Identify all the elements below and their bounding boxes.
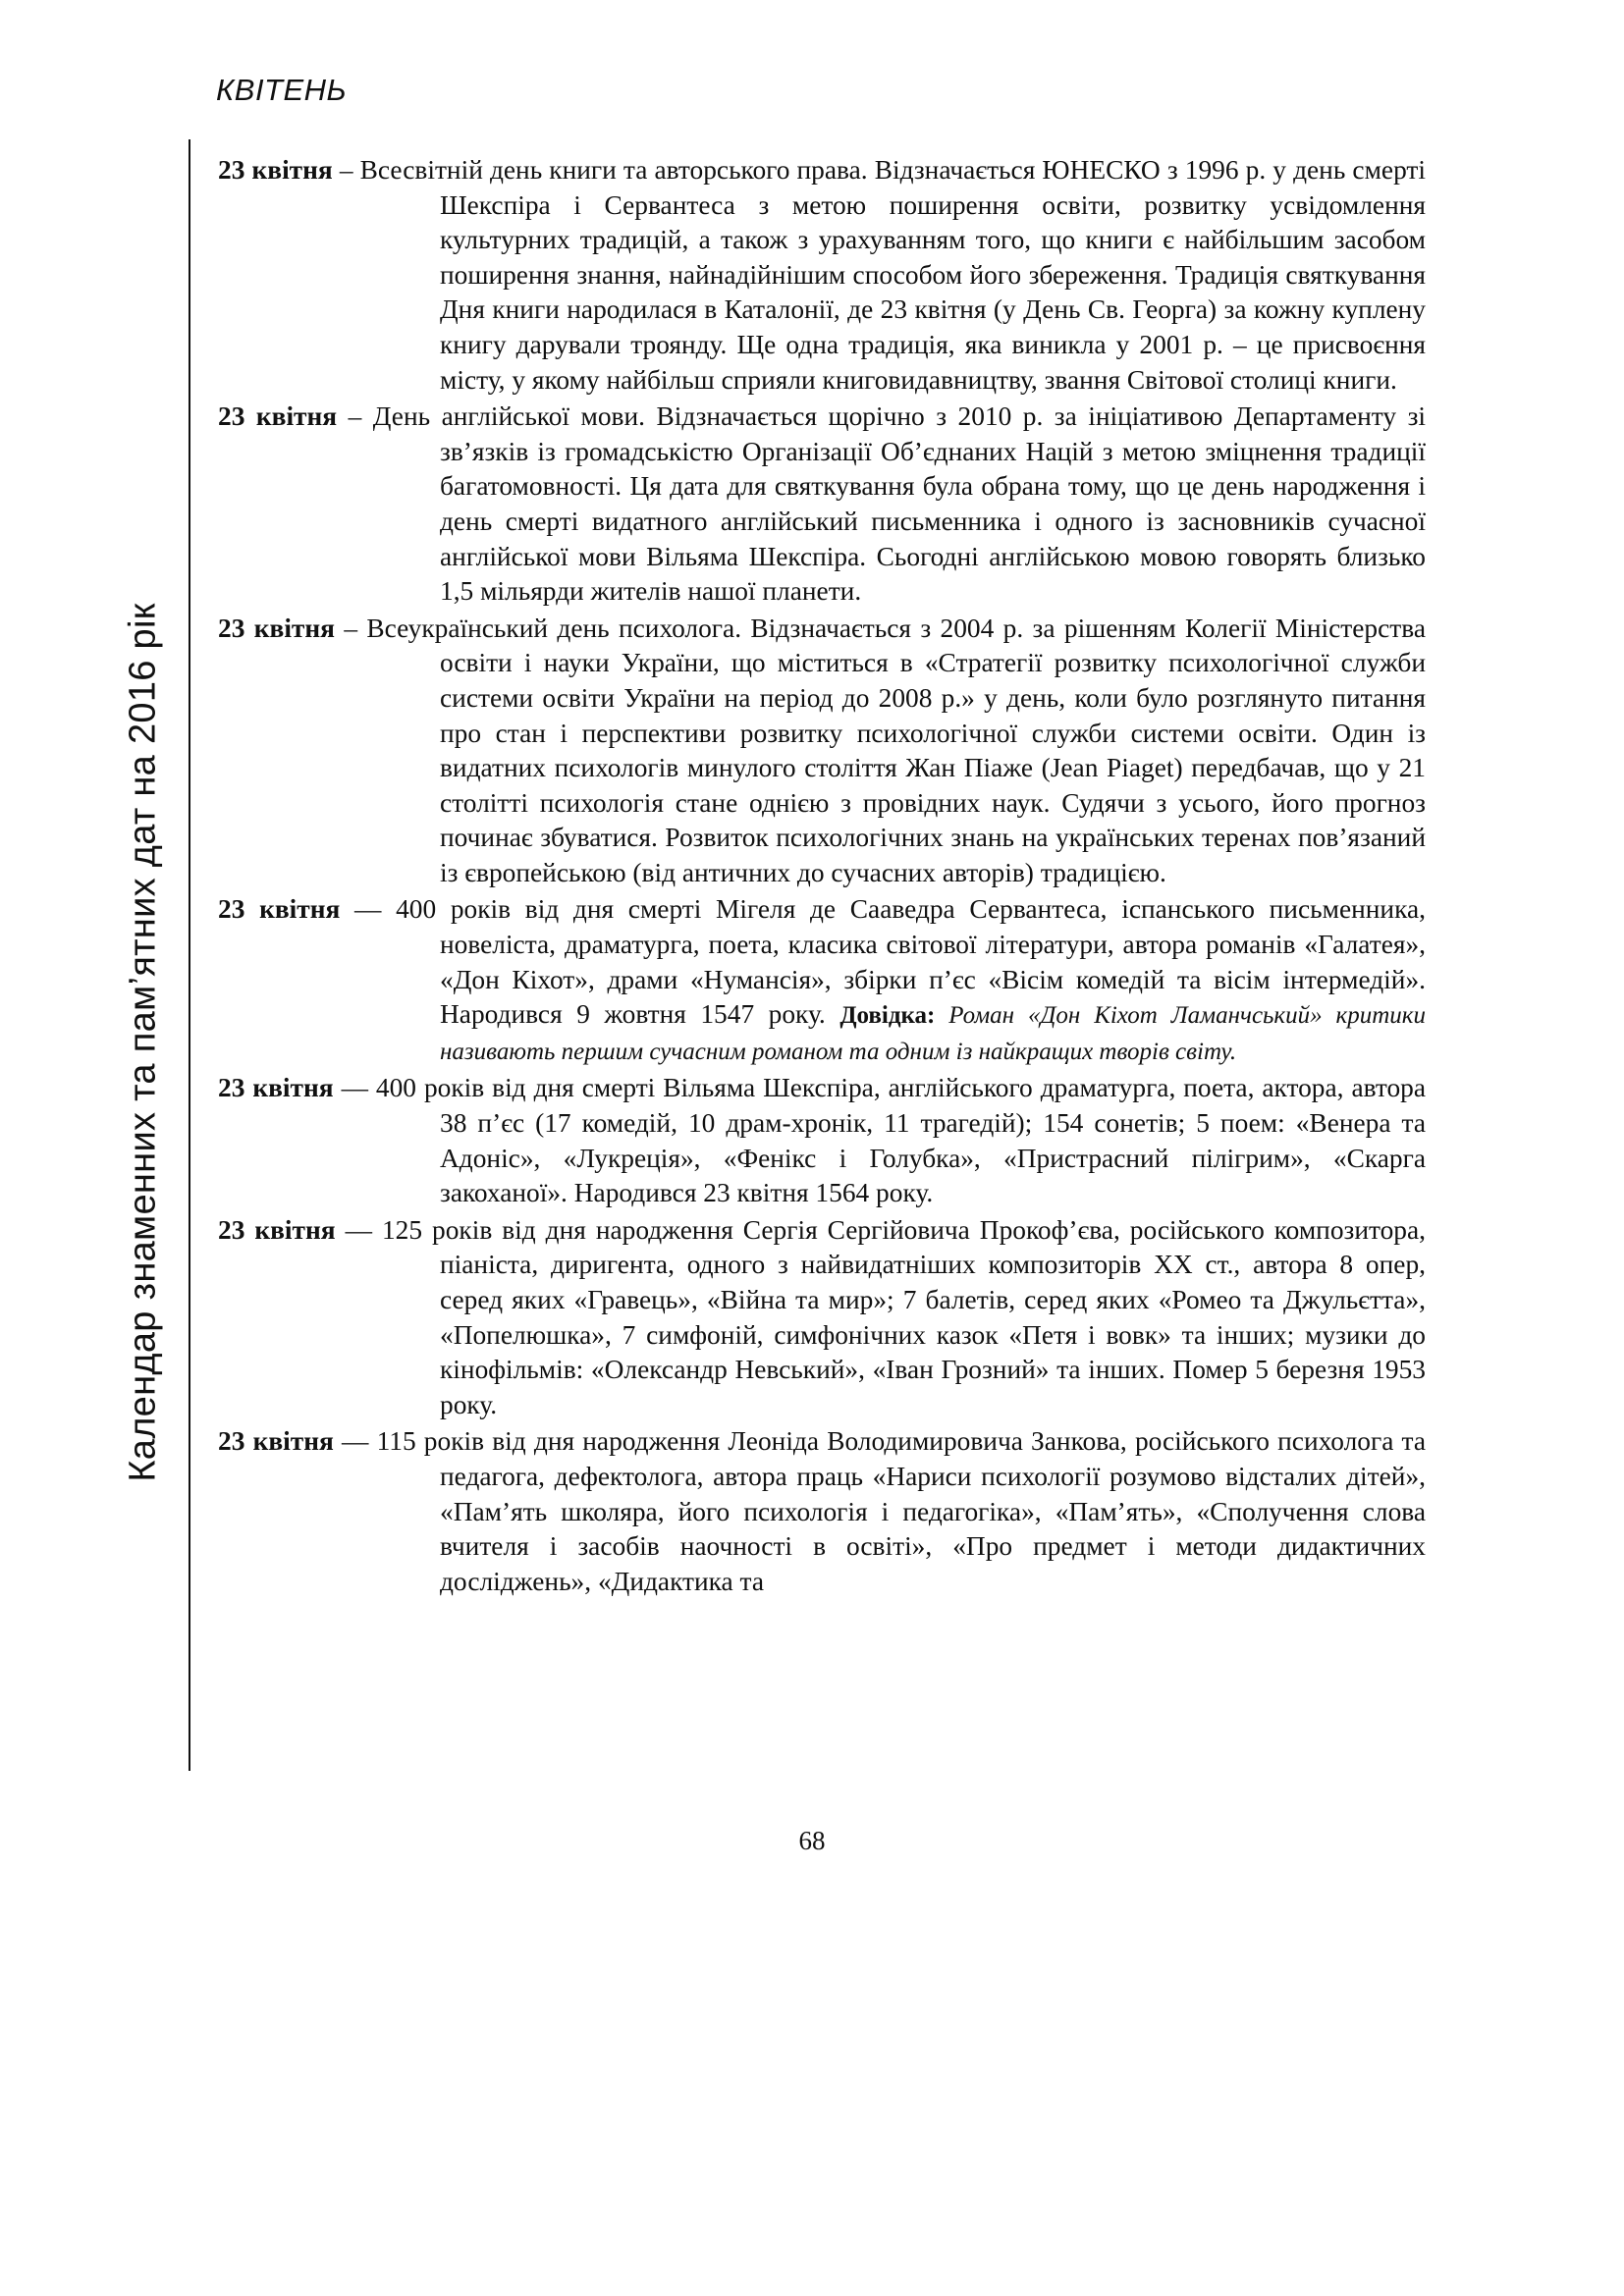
- entry-book-day: [218, 153, 1426, 398]
- reference-note-label: Довідка:: [839, 1002, 936, 1030]
- entry-text: – Всеукраїнський день психолога. Відзначається з 2004 р. за рішенням Колегії Міністерства освіти і науки України, що міститься в «Стратегії розвитку психологічної служби системи освіти України на період до 2008 р.» у день, коли було розглянуто питання про стан і перспективи розвитку психологічної служби системи освіти. Один із видатних психологів минулого століття Жан Піаже (Jean Piaget) передбачав, що у 21 столітті психологія стане однією з провідних наук. Судячи з усього, його прогноз починає збуватися. Розвиток психологічних знань на українських теренах пов’язаний із європейською (від античних до сучасних авторів) традицією.: [344, 613, 1426, 887]
- entry-text: – Всесвітній день книги та авторського права. Відзначається ЮНЕСКО з 1996 р. у день смерті Шекспіра і Сервантеса з метою поширення освіти, розвитку усвідомлення культурних традицій, а також з урахуванням того, що книги є найбільшим засобом поширення знання, найнадійнішим способом його збереження. Традиція святкування Дня книги народилася в Каталонії, де 23 квітня (у День Св. Георга) за кожну куплену книгу дарували троянду. Ще одна традиція, яка виникла у 2001 р. – це присвоєння місту, у якому найбільш сприяли книговидавництву, звання Світової столиці книги.: [339, 155, 1426, 395]
- entry-date: 23 квітня: [218, 1214, 336, 1245]
- entry-date: 23 квітня: [218, 613, 335, 643]
- side-title: Календар знаменних та пам’ятних дат на 2016 рік: [122, 603, 164, 1482]
- running-head: КВІТЕНЬ: [216, 73, 348, 107]
- entry-text: — 125 років від дня народження Сергія Сергійовича Прокоф’єва, російського композитора, піаніста, диригента, одного з найвидатніших композиторів XX ст., автора 8 опер, серед яких «Гравець», «Війна та мир»; 7 балетів, серед яких «Ромео та Джульєтта», «Попелюшка», 7 симфоній, симфонічних казок «Петя і вовк» та інших; музики до кінофільмів: «Олександр Невський», «Іван Грозний» та інших. Помер 5 березня 1953 року.: [345, 1214, 1426, 1419]
- entry-english-day: [218, 400, 1426, 610]
- entry-zankov: [218, 1424, 1426, 1599]
- page-body: [218, 153, 1426, 1763]
- entry-date: 23 квітня: [218, 155, 333, 185]
- entry-text: — 115 років від дня народження Леоніда Володимировича Занкова, російського психолога та педагога, дефектолога, автора праць «Нариси психології розумово відсталих дітей», «Пам’ять школяра, його психологія і педагогіка», «Пам’ять», «Сполучення слова вчителя і засобів наочності в освіті», «Про предмет і методи дидактичних досліджень», «Дидактика та: [342, 1426, 1426, 1596]
- reference-note-text: Роман «Дон Кіхот Ламанчський» критики називають першим сучасним романом та одним із найкращих творів світу.: [440, 1002, 1426, 1065]
- entry-shakespeare: [218, 1071, 1426, 1210]
- margin-rule: [189, 139, 190, 1771]
- entry-prokofiev: [218, 1213, 1426, 1423]
- entry-date: 23 квітня: [218, 894, 341, 925]
- entry-text: — 400 років від дня смерті Мігеля де Сааведра Сервантеса, іспанського письменника, новеліста, драматурга, поета, класика світової літератури, автора романів «Галатея», «Дон Кіхот», драми «Нумансія», збірки п’єс «Вісім комедій та вісім інтермедій». Народився 9 жовтня 1547 року.: [354, 894, 1426, 1030]
- entry-cervantes: [218, 892, 1426, 1069]
- entry-text: – День англійської мови. Відзначається щорічно з 2010 р. за ініціативою Департаменту зі зв’язків із громадськістю Організації Об’єднаних Націй з метою зміцнення традиції багатомовності. Ця дата для святкування була обрана тому, що це день народження і день смерті видатного англійський письменника і одного із засновників сучасної англійської мови Вільяма Шекспіра. Сьогодні англійською мовою говорять близько 1,5 мільярди жителів нашої планети.: [348, 401, 1426, 607]
- entry-date: 23 квітня: [218, 1426, 334, 1457]
- page-number: 68: [798, 1826, 826, 1855]
- entry-psychologist-day: [218, 612, 1426, 891]
- entry-date: 23 квітня: [218, 1073, 334, 1103]
- entry-text: — 400 років від дня смерті Вільяма Шекспіра, англійського драматурга, поета, актора, автора 38 п’єс (17 комедій, 10 драм-хронік, 11 трагедій); 154 сонетів; 5 поем: «Венера та Адоніс», «Лукреція», «Фенікс і Голубка», «Пристрасний пілігрим», «Скарга закоханої». Народився 23 квітня 1564 року.: [341, 1073, 1426, 1208]
- entry-date: 23 квітня: [218, 401, 338, 432]
